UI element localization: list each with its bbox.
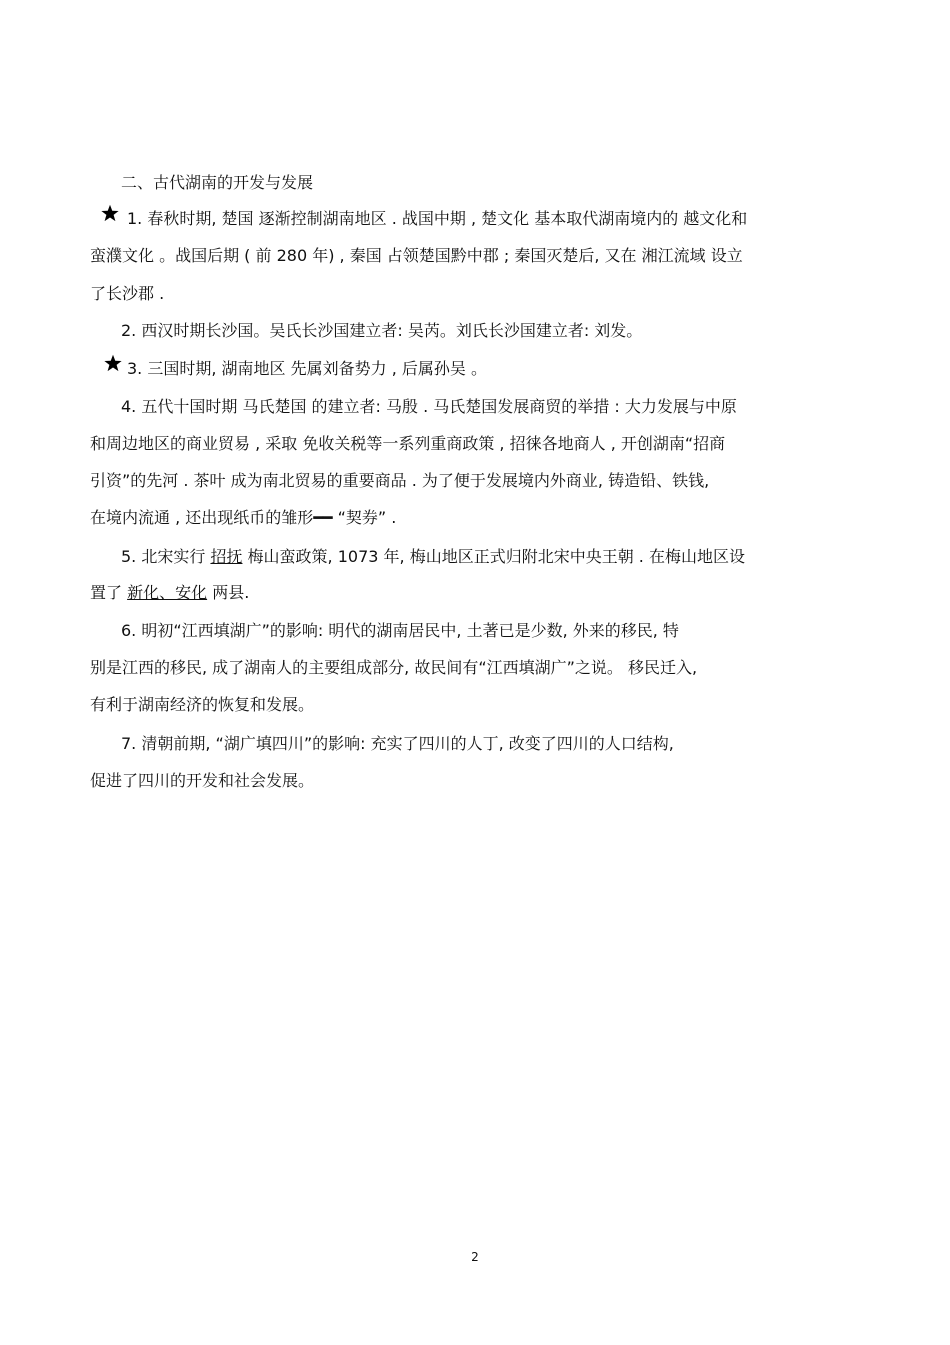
item4-line4: 在境内流通 , 还出现纸币的雏形━━ “契券” .: [90, 508, 397, 527]
item1-line1: 1. 春秋时期, 楚国 逐渐控制湖南地区 . 战国中期 , 楚文化 基本取代湖南境内的 越文化和: [127, 209, 748, 228]
item5-text: 梅山蛮政策, 1073 年, 梅山地区正式归附北宋中央王朝 . 在梅山地区设: [242, 547, 745, 566]
star-icon: [104, 354, 122, 372]
item6-line1: 6. 明初“江西填湖广”的影响: 明代的湖南居民中, 土著已是少数, 外来的移民, 特: [121, 621, 679, 640]
item7-line2: 促进了四川的开发和社会发展。: [90, 771, 315, 790]
item5-text: 置了: [90, 583, 128, 602]
item5-line2: [90, 582, 850, 604]
item2-line: 2. 西汉时期长沙国。吴氏长沙国建立者: 吴芮。刘氏长沙国建立者: 刘发。: [121, 321, 643, 340]
item5-underlined-term: 新化、安化: [127, 583, 208, 602]
item1-line2: 蛮濮文化 。战国后期 ( 前 280 年) , 秦国 占领楚国黔中郡 ; 秦国灭楚后, 又在 湘江流域 设立: [90, 246, 743, 265]
item4-line1: 4. 五代十国时期 马氏楚国 的建立者: 马殷 . 马氏楚国发展商贸的举措 : 大力发展与中原: [121, 397, 737, 416]
item6-line3: 有利于湖南经济的恢复和发展。: [90, 695, 315, 714]
item6-line2: 别是江西的移民, 成了湖南人的主要组成部分, 故民间有“江西填湖广”之说。 移民迁入,: [90, 658, 698, 677]
item5-line1: [121, 546, 881, 568]
item5-underlined-term: 招抚: [210, 547, 243, 566]
item1-line3: 了长沙郡 .: [90, 284, 165, 303]
item5-text: 两县.: [207, 583, 250, 602]
item3-line: 3. 三国时期, 湖南地区 先属刘备势力 , 后属孙吴 。: [127, 359, 487, 378]
item7-line1: 7. 清朝前期, “湖广填四川”的影响: 充实了四川的人丁, 改变了四川的人口结构,: [121, 734, 674, 753]
star-icon: [101, 204, 119, 222]
page-number: 2: [471, 1250, 479, 1264]
item5-text: 5. 北宋实行: [121, 547, 211, 566]
item4-line2: 和周边地区的商业贸易 , 采取 免收关税等一系列重商政策 , 招徕各地商人 , 开创湖南“招商: [90, 434, 726, 453]
section-title: 二、古代湖南的开发与发展: [121, 173, 314, 192]
item4-line3: 引资”的先河 . 茶叶 成为南北贸易的重要商品 . 为了便于发展境内外商业, 铸造铅、铁钱,: [90, 471, 710, 490]
